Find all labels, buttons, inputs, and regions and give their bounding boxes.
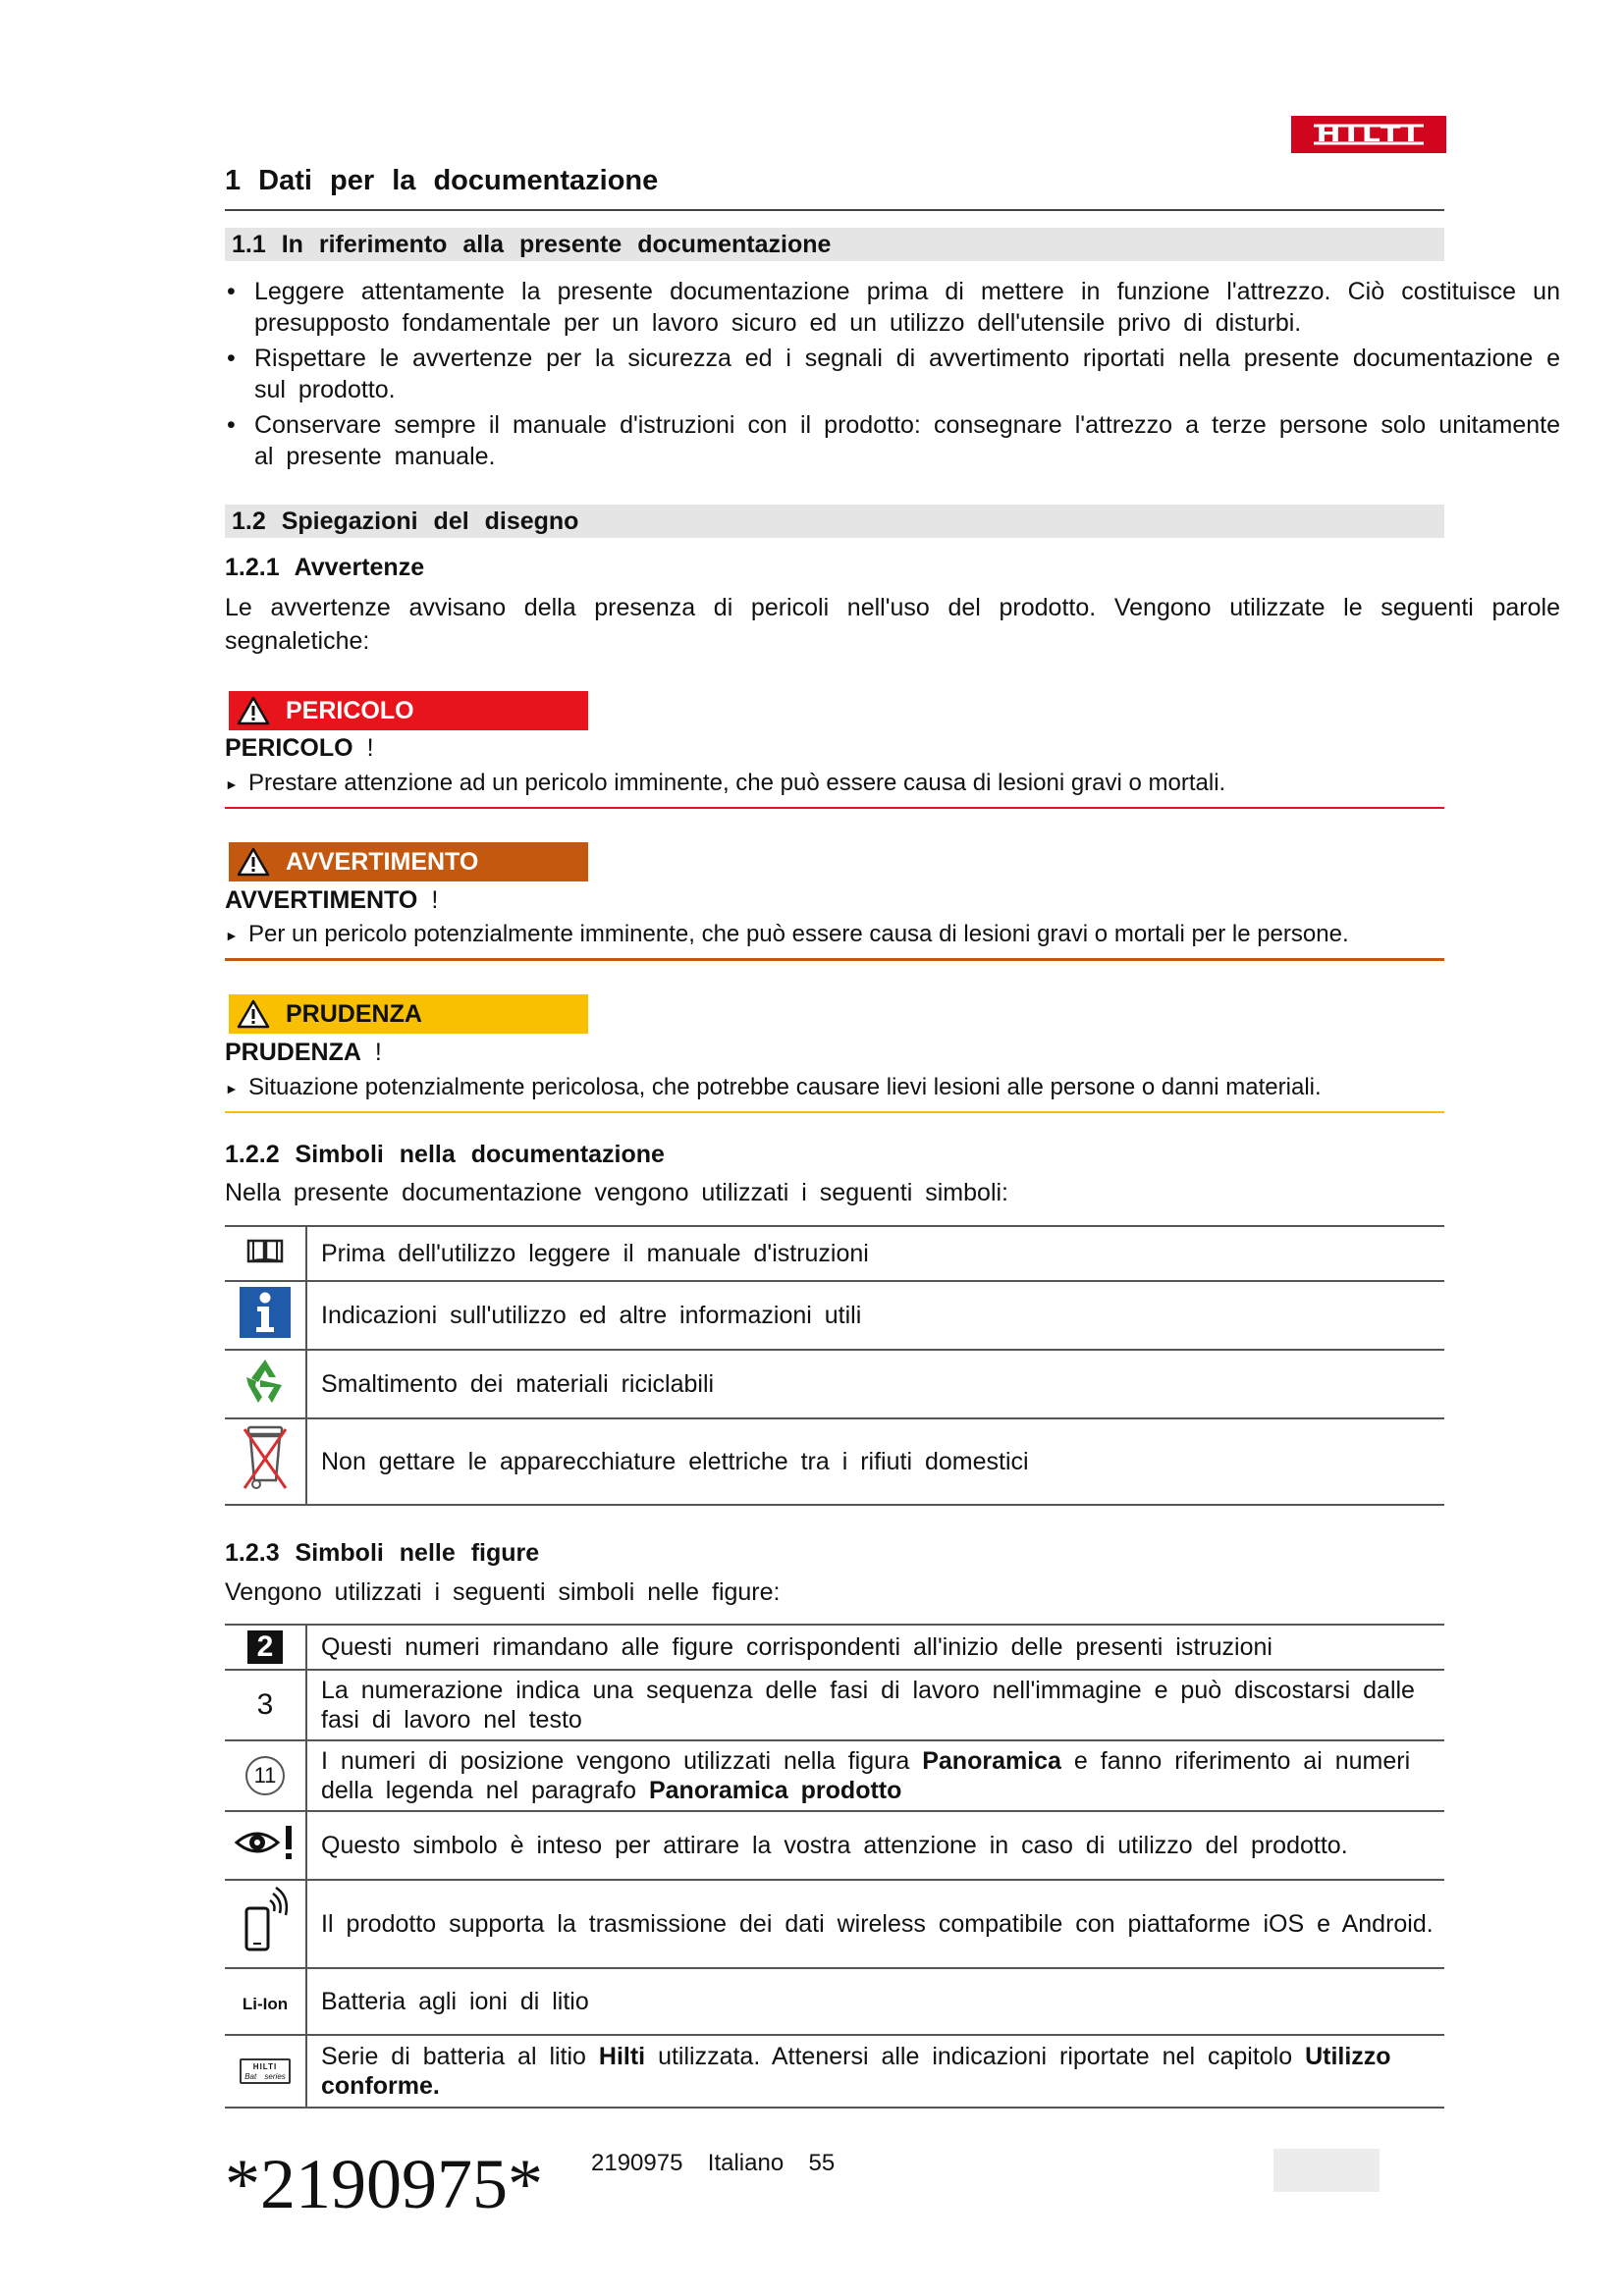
avvertenze-intro: Le avvertenze avvisano della presenza di pericoli nell'uso del prodotto. Vengono utilizzate le seguenti parole segnaletiche: [225,594,1560,655]
signal-text-prudenza: ► Situazione potenzialmente pericolosa, che potrebbe causare lievi lesioni alle persone o danni materiali. [225,1074,1444,1113]
page-number: 55 [808,2150,836,2176]
figure-number-icon: 2 [247,1630,283,1664]
signal-text-avvertimento: ► Per un pericolo potenzialmente imminente, che può essere causa di lesioni gravi o mortali per le persone. [225,921,1444,961]
documentation-symbols-intro: Nella presente documentazione vengono utilizzati i seguenti simboli: [225,1179,1008,1206]
symbol-description: Batteria agli ioni di litio [306,1968,1444,2035]
warning-triangle-icon [237,696,270,725]
info-icon [240,1287,291,1338]
symbol-description: Prima dell'utilizzo leggere il manuale d'istruzioni [306,1226,1444,1281]
figure-symbols-intro: Vengono utilizzati i seguenti simboli nelle figure: [225,1578,781,1606]
symbol-description: Questi numeri rimandano alle figure corrispondenti all'inizio delle presenti istruzioni [306,1625,1444,1670]
step-number-icon: 3 [256,1688,274,1721]
table-row [225,1968,1444,2035]
symbol-description: Serie di batteria al litio Hilti utilizzata. Attenersi alle indicazioni riportate nel capitolo Utilizzo conforme. [306,2035,1444,2108]
symbol-description: Indicazioni sull'utilizzo ed altre informazioni utili [306,1281,1444,1350]
signal-label-avvertimento: AVVERTIMENTO [229,842,588,881]
table-row [225,2035,1444,2108]
li-ion-icon: Li-Ion [242,1994,289,2013]
signal-word-avvertimento: AVVERTIMENTO ! [225,886,439,914]
symbol-description: Questo simbolo è inteso per attirare la vostra attenzione in caso di utilizzo del prodotto. [306,1811,1444,1880]
section-1-1-bullets [225,276,1560,476]
table-row [225,1740,1444,1811]
bullet-item: • Rispettare le avvertenze per la sicurezza ed i segnali di avvertimento riportati nella presente documentazione e sul prodotto. [225,343,1560,405]
figure-symbols-table [225,1624,1444,2109]
documentation-symbols-table [225,1225,1444,1506]
subsection-title-1-2-2: 1.2.2 Simboli nella documentazione [225,1141,665,1168]
table-row [225,1226,1444,1281]
arrow-bullet-icon: ► [225,775,239,792]
warning-triangle-icon [237,847,270,877]
position-number-icon: 11 [245,1756,285,1795]
signal-word-prudenza: PRUDENZA ! [225,1039,382,1066]
arrow-bullet-icon: ► [225,927,239,943]
bullet-item: • Conservare sempre il manuale d'istruzioni con il prodotto: consegnare l'attrezzo a terze persone solo unitamente al presente manuale. [225,409,1560,472]
subsection-title-1-2-3: 1.2.3 Simboli nelle figure [225,1539,540,1567]
bullet-item: • Leggere attentamente la presente documentazione prima di mettere in funzione l'attrezzo. Ciò costituisce un presupposto fondamentale per un lavoro sicuro ed un utilizzo dell'utensile privo di disturbi. [225,276,1560,339]
symbol-description: Non gettare le apparecchiature elettriche tra i rifiuti domestici [306,1418,1444,1505]
signal-word-pericolo: PERICOLO ! [225,734,374,762]
battery-series-icon: HILTI Bat series [240,2058,291,2084]
table-row [225,1880,1444,1968]
table-row [225,1281,1444,1350]
subsection-title-1-2-1: 1.2.1 Avvertenze [225,554,425,581]
table-row [225,1350,1444,1418]
table-row [225,1625,1444,1670]
signal-label-pericolo: PERICOLO [229,691,588,730]
table-row [225,1811,1444,1880]
signal-label-prudenza: PRUDENZA [229,994,588,1034]
table-row [225,1670,1444,1740]
warning-triangle-icon [237,999,270,1029]
footer-barcode-text: *2190975* [225,2145,543,2223]
wireless-phone-icon [241,1887,290,1955]
attention-eye-icon [234,1823,297,1862]
recycle-icon [239,1356,292,1407]
crossed-bin-icon [240,1423,291,1494]
footer-box [1273,2149,1380,2192]
symbol-description: Il prodotto supporta la trasmissione dei dati wireless compatibile con piattaforme iOS e Android. [306,1880,1444,1968]
symbol-description: Smaltimento dei materiali riciclabili [306,1350,1444,1418]
arrow-bullet-icon: ► [225,1080,239,1096]
section-title-1-2: 1.2 Spiegazioni del disegno [225,505,1444,538]
hilti-logo: HILTI [1291,116,1446,153]
manual-book-icon [245,1236,285,1265]
table-row [225,1418,1444,1505]
signal-text-pericolo: ► Prestare attenzione ad un pericolo imminente, che può essere causa di lesioni gravi o mortali. [225,770,1444,809]
symbol-description: I numeri di posizione vengono utilizzati nella figura Panoramica e fanno riferimento ai numeri della legenda nel paragrafo Panoramica prodotto [306,1740,1444,1811]
footer-meta: 2190975 Italiano 55 [591,2150,836,2176]
section-title-1-1: 1.1 In riferimento alla presente documentazione [225,228,1444,261]
chapter-title: 1 Dati per la documentazione [225,165,1444,211]
symbol-description: La numerazione indica una sequenza delle fasi di lavoro nell'immagine e può discostarsi dalle fasi di lavoro nel testo [306,1670,1444,1740]
